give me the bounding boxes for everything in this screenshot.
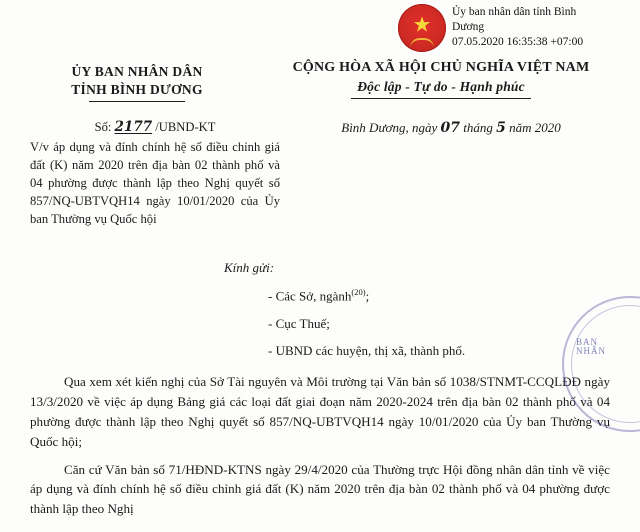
recipient-item-1-note: (20) [351,287,366,298]
motto-underline [351,98,531,99]
year-label: năm [509,120,532,135]
motto-text: Độc lập - Tự do - Hạnh phúc [357,79,525,94]
recipient-item-1 [268,286,604,306]
recipient-item-1-text: - Các Sở, ngành [268,288,352,304]
authority-line1: ỦY BAN NHÂN DÂN [71,64,203,79]
document-number-suffix: /UBND-KT [155,120,216,134]
recipient-item-3 [268,341,604,361]
recipients-title: Kính gửi: [224,260,275,275]
document-header [0,56,640,114]
document-number-value: 2177 [114,119,153,135]
authority-underline [89,101,185,102]
body-paragraph-1: Qua xem xét kiến nghị của Sở Tài nguyên và Môi trường tại Văn bản số 1038/STNMT-CCQLĐĐ ngày 13/3/2020 về việc áp dụng Bảng giá các loại đất giai đoạn năm 2020-2024 trên địa bàn 02 thành phố và 04 phường được thành lập theo Nghị quyết số 857/NQ-UBTVQH14 ngày 10/01/2020 của Ủy ban Thường vụ Quốc hội; [30,374,610,449]
document-number-prefix: Số: [94,120,112,134]
date-year: 2020 [534,120,561,135]
document-body [30,372,610,527]
document-number [30,118,280,137]
signature-timestamp: 07.05.2020 16:35:38 +07:00 [452,36,584,49]
signature-org-line2: Dương [452,21,485,34]
national-motto [258,60,624,99]
recipient-item-2-text: - Cục Thuế; [268,315,330,331]
vietnam-national-emblem-icon [398,4,446,52]
seal-text: BAN NHÂN [576,337,606,357]
issuing-authority [24,64,250,102]
body-paragraph-2: Căn cứ Văn bản số 71/HĐND-KTNS ngày 29/4/2020 của Thường trực Hội đồng nhân dân tỉnh về việc áp dụng và đính chính hệ số điều chỉnh giá đất (K) năm 2020 trên địa bàn 02 thành phố và 04 phường được thành lập theo Nghị [30,461,610,517]
place-and-date [286,120,616,136]
place-label: Bình Dương, ngày [341,120,438,135]
digital-signature-stamp [398,4,636,52]
signature-org-line1: Ủy ban nhân dân tỉnh Bình [452,6,577,18]
document-subject: V/v áp dụng và đính chính hệ số điều chỉnh giá đất (K) năm 2020 trên địa bàn 02 thành phố và 04 phường được thành lập theo Nghị quyết số 857/NQ-UBTVQH14 ngày 10/01/2020 của Ủy ban Thường vụ Quốc hội [30,140,280,226]
month-label: tháng [463,120,493,135]
reference-block [30,118,280,229]
recipient-item-3-text: - UBND các huyện, thị xã, thành phố. [268,342,466,358]
signature-text [452,4,583,51]
recipient-item-2 [268,314,604,334]
country-name: CỘNG HÒA XÃ HỘI CHỦ NGHĨA VIỆT NAM [292,60,590,75]
authority-line2: TỈNH BÌNH DƯƠNG [71,82,203,97]
gear-wreath-icon [410,38,434,48]
recipients-block [224,258,604,361]
star-icon: ★ [412,12,432,37]
date-month: 5 [496,120,506,136]
date-day: 07 [440,120,460,136]
recipient-item-1-tail: ; [365,288,370,304]
